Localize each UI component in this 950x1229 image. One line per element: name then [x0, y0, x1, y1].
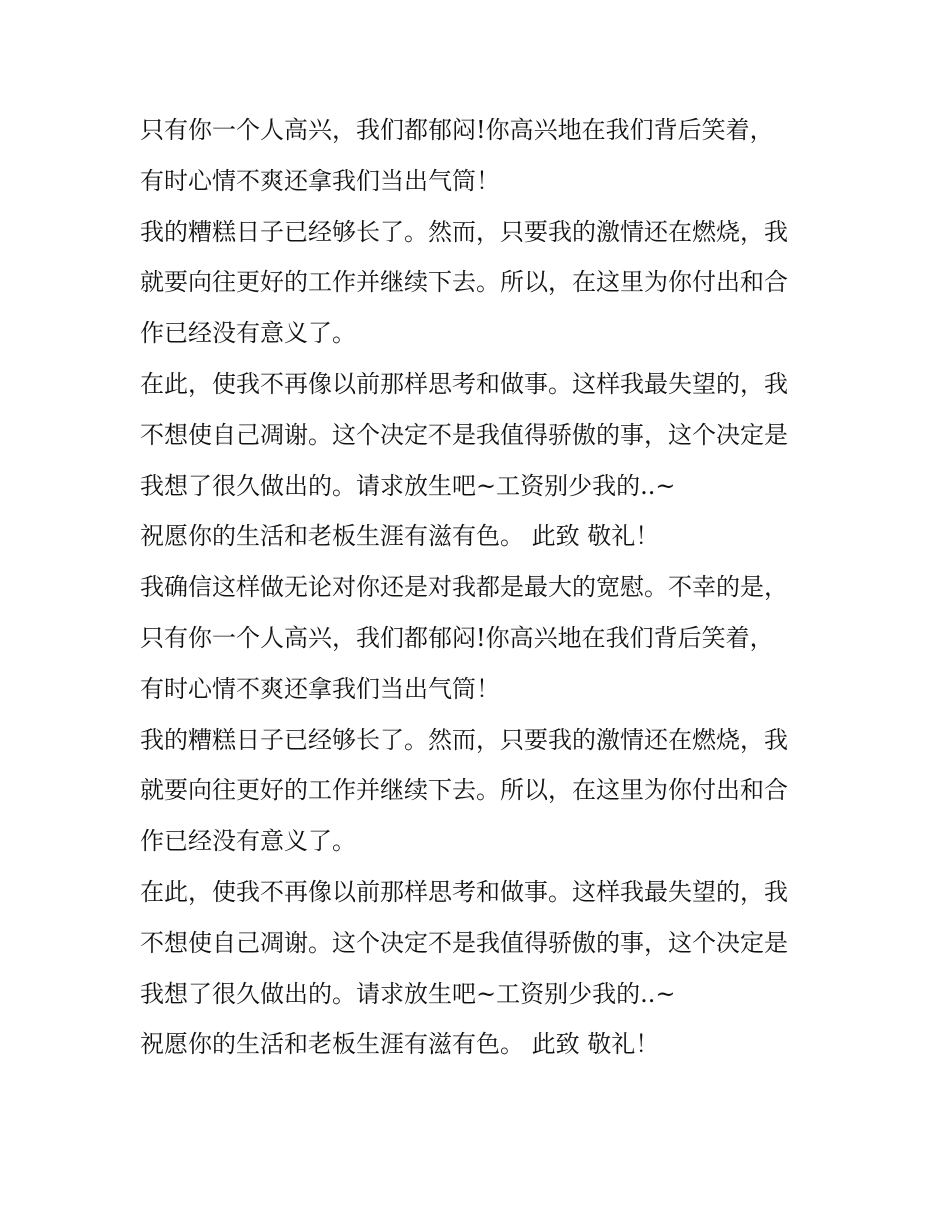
- text-line: 有时心情不爽还拿我们当出气筒！: [140, 166, 500, 195]
- text-line: 不想使自己凋谢。这个决定不是我值得骄傲的事，这个决定是: [140, 928, 788, 957]
- text-line: 我确信这样做无论对你还是对我都是最大的宽慰。不幸的是，: [140, 573, 788, 602]
- text-line: 我的糟糕日子已经够长了。然而，只要我的激情还在燃烧，我: [140, 217, 788, 246]
- text-line: 不想使自己凋谢。这个决定不是我值得骄傲的事，这个决定是: [140, 420, 788, 449]
- text-line: 在此，使我不再像以前那样思考和做事。这样我最失望的，我: [140, 369, 788, 398]
- text-line: 我想了很久做出的。请求放生吧~工资别少我的..~: [140, 979, 676, 1008]
- text-line: 有时心情不爽还拿我们当出气筒！: [140, 674, 500, 703]
- text-line: 祝愿你的生活和老板生涯有滋有色。 此致 敬礼！: [140, 522, 660, 551]
- document-body: [140, 105, 830, 1070]
- text-line: 作已经没有意义了。: [140, 319, 356, 348]
- text-line: 就要向往更好的工作并继续下去。所以，在这里为你付出和合: [140, 268, 788, 297]
- text-line: 我的糟糕日子已经够长了。然而，只要我的激情还在燃烧，我: [140, 725, 788, 754]
- text-line: 我想了很久做出的。请求放生吧~工资别少我的..~: [140, 471, 676, 500]
- text-line: 作已经没有意义了。: [140, 827, 356, 856]
- text-line: 只有你一个人高兴，我们都郁闷!你高兴地在我们背后笑着，: [140, 116, 774, 144]
- text-line: 在此，使我不再像以前那样思考和做事。这样我最失望的，我: [140, 877, 788, 906]
- text-line: 只有你一个人高兴，我们都郁闷!你高兴地在我们背后笑着，: [140, 623, 774, 652]
- text-line: 就要向往更好的工作并继续下去。所以，在这里为你付出和合: [140, 776, 788, 805]
- text-line: 祝愿你的生活和老板生涯有滋有色。 此致 敬礼！: [140, 1030, 660, 1059]
